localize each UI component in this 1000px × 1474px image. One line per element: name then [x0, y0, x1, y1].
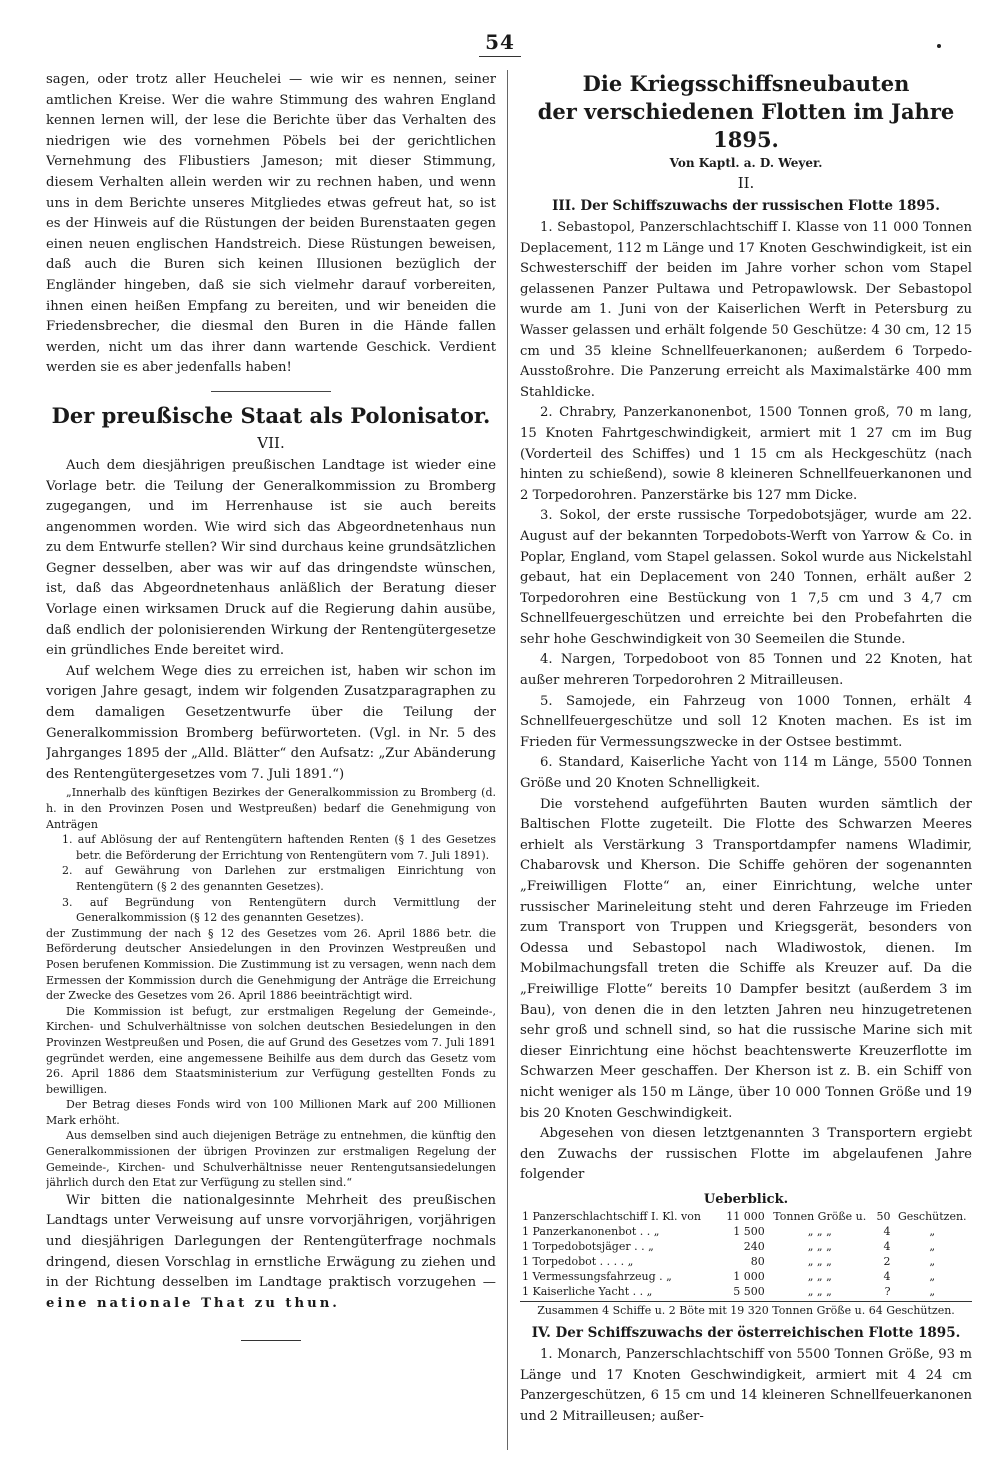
overview-cell-end: „: [929, 1239, 936, 1253]
overview-total: Zusammen 4 Schiffe u. 2 Böte mit 19 320 Tonnen Größe u. 64 Geschützen.: [520, 1301, 972, 1319]
right-column: [520, 70, 972, 1455]
overview-cell-guns: 4: [883, 1239, 891, 1253]
quote-item-3: 3. auf Begründung von Rentengütern durch Vermittlung der Generalkommission (§ 12 des genannten Gesetzes).: [62, 895, 496, 925]
overview-cell-end: „: [929, 1224, 936, 1238]
overview-cell-tons: 240: [743, 1239, 765, 1253]
page-number-text: 54: [479, 30, 521, 57]
overview-row: [520, 1209, 972, 1224]
overview-title: Ueberblick.: [703, 1191, 789, 1207]
overview-row: [520, 1224, 972, 1239]
subhead-austrian-fleet: IV. Der Schiffszuwachs der österreichischen Flotte 1895.: [531, 1324, 961, 1341]
overview-cell-guns: 50: [876, 1209, 891, 1223]
quote-item-2: 2. auf Gewährung von Darlehen zur erstmaligen Einrichtung von Rentengütern (§ 2 des genannten Gesetzes).: [62, 864, 496, 893]
overview-cell-guns: 4: [883, 1269, 891, 1283]
overview-cell-tons: 1 000: [733, 1269, 765, 1283]
quote-paragraph-3: Der Betrag dieses Fonds wird von 100 Millionen Mark auf 200 Millionen Mark erhöht.: [46, 1098, 496, 1127]
ship-entry-samojede: 5. Samojede, ein Fahrzeug von 1000 Tonnen, erhält 4 Schnellfeuergeschütze und soll 12 Knoten machen. Es ist im Frieden für Vermessungszwecke in der Ostsee bestimmt.: [520, 693, 972, 750]
quote-intro: „Innerhalb des künftigen Bezirkes der Generalkommission zu Bromberg (d. h. in den Provinzen Posen und Westpreußen) bedarf die Genehmigung von Anträgen: [46, 786, 496, 831]
overview-cell-unit: Tonnen Größe u.: [773, 1209, 867, 1223]
article-title-kriegsschiffe-line1: Die Kriegsschiffsneubauten: [582, 71, 910, 96]
ship-entry-nargen: 4. Nargen, Torpedoboot von 85 Tonnen und 22 Knoten, hat außer mehreren Torpedorohren 2 Mitrailleusen.: [520, 652, 972, 689]
quote-item-1: 1. auf Ablösung der auf Rentengütern haftenden Renten (§ 1 des Gesetzes betr. die Beförderung der Errichtung von Rentengütern vom 7. Juli 1891).: [62, 833, 496, 862]
overview-cell-tons: 80: [750, 1254, 765, 1268]
paragraph-landtag: Auch dem diesjährigen preußischen Landtage ist wieder eine Vorlage betr. die Teilung der Generalkommission zu Bromberg zugegangen, und im Herrenhause ist sie auch bereits angenommen worden. Wie wird sich das Abgeordnetenhaus nun zu dem Entwurfe stellen? Wir sind durchaus keine grundsätzlichen Gegner desselben, aber was wir auf das dringendste wünschen, ist, daß das Abgeordnetenhaus anläßlich der Beratung dieser Vorlage einen wirksamen Druck auf die Regierung dahin ausübe, daß endlich der polonisierenden Wirkung der Rentengütergesetze ein gründliches Ende bereitet wird.: [46, 457, 496, 659]
overview-cell-end: Geschützen.: [897, 1209, 967, 1223]
section-number-vii: VII.: [257, 433, 285, 452]
ship-entry-standard: 6. Standard, Kaiserliche Yacht von 114 m Länge, 5500 Tonnen Größe und 20 Knoten Schnelligkeit.: [520, 755, 972, 792]
overview-cell-unit: „ „ „: [807, 1224, 832, 1238]
overview-row: [520, 1254, 972, 1269]
left-column: [46, 70, 496, 1430]
column-divider: [507, 70, 508, 1450]
overview-cell-tons: 5 500: [733, 1284, 765, 1298]
overview-cell-label: 1 Panzerkanonenbot . . „: [522, 1224, 660, 1238]
overview-cell-label: 1 Panzerschlachtschiff I. Kl. von: [522, 1209, 701, 1223]
overview-cell-unit: „ „ „: [807, 1239, 832, 1253]
overview-cell-label: 1 Torpedobotsjäger . . „: [522, 1239, 654, 1253]
overview-cell-tons: 1 500: [733, 1224, 765, 1238]
paragraph-baltic-fleet: Die vorstehend aufgeführten Bauten wurden sämtlich der Baltischen Flotte zugeteilt. Die Flotte des Schwarzen Meeres erhielt als Verstärkung 3 Transportdampfer namens Wladimir, Chabarovsk und Kherson. Die Schiffe gehören der sogenannten „Freiwilligen Flotte“ an, einer Einrichtung, welche unter russischer Marineleitung steht und deren Fahrzeuge im Frieden zum Transport von Truppen und Kriegsgerät, besonders von Odessa und Sebastopol nach Wladiwostok, dienen. Im Mobilmachungsfall treten die Schiffe als Kreuzer auf. Da die „Freiwillige Flotte“ bereits 10 Dampfer besitzt (außerdem 3 im Bau), von denen die in den letzten Jahren neu hinzugetretenen sehr groß und schnell sind, so hat die russische Marine sich mit dieser Einrichtung eine höchst beachtenswerte Kreuzerflotte im Schwarzen Meer geschaffen. Der Kherson ist z. B. ein Schiff von nicht weniger als 150 m Länge, über 10 000 Tonnen Größe und 19 bis 20 Knoten Geschwindigkeit.: [520, 796, 972, 1121]
ship-entry-chrabry: 2. Chrabry, Panzerkanonenbot, 1500 Tonnen groß, 70 m lang, 15 Knoten Fahrtgeschwindigkeit, armiert mit 1 27 cm im Bug (Vorderteil des Schiffes) und 1 15 cm als Heckgeschütz (nach hinten zu schießend), sowie 8 kleineren Schnellfeuerkanonen und 2 Torpedorohren. Panzerstärke bis 127 mm Dicke.: [520, 405, 972, 503]
overview-cell-unit: „ „ „: [807, 1269, 832, 1283]
ship-entry-sokol: 3. Sokol, der erste russische Torpedobotsjäger, wurde am 22. August auf der bekannten Torpedobots-Werft von Yarrow & Co. in Poplar, England, vom Stapel gelassen. Sokol wurde aus Nickelstahl gebaut, hat ein Deplacement von 240 Tonnen, erhält außer 2 Torpedorohren eine Bestückung von 1 7,5 cm und 3 4,7 cm Schnellfeuergeschützen und erreichte bei den Probefahrten die sehr hohe Geschwindigkeit von 30 Seemeilen die Stunde.: [520, 508, 972, 647]
paragraph-zusatz: Auf welchem Wege dies zu erreichen ist, haben wir schon im vorigen Jahre gesagt, indem wir folgenden Zusatzparagraphen zu dem damaligen Gesetzentwurfe über die Teilung der Generalkommission Bromberg befürworteten. (Vgl. in Nr. 5 des Jahrganges 1895 der „Alld. Blätter“ den Aufsatz: „Zur Abänderung des Rentengütergesetzes vom 7. Juli 1891.“): [46, 663, 496, 782]
overview-cell-label: 1 Vermessungsfahrzeug . „: [522, 1269, 672, 1283]
quoted-law-text: [46, 785, 496, 1190]
overview-row: [520, 1284, 972, 1299]
end-rule: [241, 1340, 301, 1341]
overview-cell-end: „: [929, 1254, 936, 1268]
overview-cell-unit: „ „ „: [807, 1284, 832, 1298]
article-title-polonisator: Der preußische Staat als Polonisator.: [51, 402, 491, 428]
overview-row: [520, 1269, 972, 1284]
final-paragraph: [46, 1191, 496, 1315]
overview-cell-label: 1 Kaiserliche Yacht . . „: [522, 1284, 653, 1298]
overview-cell-unit: „ „ „: [807, 1254, 832, 1268]
final-emphasis: eine nationale That zu thun.: [46, 1295, 340, 1311]
overview-cell-guns: 4: [883, 1224, 891, 1238]
subhead-russian-fleet: III. Der Schiffszuwachs der russischen Flotte 1895.: [552, 198, 940, 214]
overview-cell-end: „: [929, 1269, 936, 1283]
article-title-kriegsschiffe-line2: der verschiedenen Flotten im Jahre 1895.: [537, 99, 955, 152]
overview-cell-guns: 2: [883, 1254, 891, 1268]
ship-entry-monarch: 1. Monarch, Panzerschlachtschiff von 5500 Tonnen Größe, 93 m Länge und 17 Knoten Geschwindigkeit, armiert mit 4 24 cm Panzergeschützen, 6 15 cm und 14 kleineren Schnellfeuerkanonen und 2 Mitrailleusen; außer-: [520, 1346, 972, 1424]
overview-cell-tons: 11 000: [726, 1209, 765, 1223]
paragraph-summary: Abgesehen von diesen letztgenannten 3 Transportern ergiebt den Zuwachs der russischen Flotte im abgelaufenen Jahre folgender: [520, 1126, 972, 1183]
section-number-ii: II.: [737, 174, 755, 192]
page-number: [0, 30, 1000, 54]
quote-paragraph-2: Die Kommission ist befugt, zur erstmaligen Regelung der Gemeinde-, Kirchen- und Schulverhältnisse von solchen deutschen Besiedelungen in den Provinzen Westpreußen und Posen, die auf Grund des Gesetzes vom 7. Juli 1891 gegründet werden, eine angemessene Beihilfe aus dem durch das Gesetz vom 26. April 1886 dem Staatsministerium zur Verfügung gestellten Fonds zu bewilligen.: [46, 1004, 496, 1096]
byline: Von Kaptl. a. D. Weyer.: [669, 156, 823, 170]
overview-cell-label: 1 Torpedobot . . . . „: [522, 1254, 634, 1268]
overview-cell-end: „: [929, 1284, 936, 1298]
quote-paragraph-4: Aus demselben sind auch diejenigen Beträge zu entnehmen, die künftig den Generalkommissionen der übrigen Provinzen zur erstmaligen Regelung der Gemeinde-, Kirchen- und Schulverhältnisse neuer Rentengutsansiedelungen jährlich durch den Etat zur Verfügung zu stellen sind.“: [46, 1129, 496, 1190]
ship-entry-sebastopol: 1. Sebastopol, Panzerschlachtschiff I. Klasse von 11 000 Tonnen Deplacement, 112 m Länge und 17 Knoten Geschwindigkeit, ist ein Schwesterschiff der beiden im Jahre vorher schon vom Stapel gelassenen Panzer Pultawa und Petropawlowsk. Der Sebastopol wurde am 1. Juni von der Kaiserlichen Werft in Petersburg zu Wasser gelassen und erhält folgende 50 Geschütze: 4 30 cm, 12 15 cm und 35 kleine Schnellfeuerkanonen; außerdem 6 Torpedo-Ausstoßrohre. Die Panzerung erreicht als Maximalstärke 400 mm Stahldicke.: [520, 220, 972, 400]
overview-table: [520, 1209, 972, 1299]
intro-paragraph: sagen, oder trotz aller Heuchelei — wie wir es nennen, seiner amtlichen Kreise. Wer die wahre Stimmung des wahren England kennen lernen will, der lese die Berichte über das Verhalten des niedrigen wie des vornehmen Pöbels bei der gerichtlichen Vernehmung des Flibustiers Jameson; mit dieser Stimmung, diesem Verhalten allein werden wir zu rechnen haben, und wenn uns in dem Berichte unseres Mitgliedes etwas gefreut hat, so ist es der Hinweis auf die Rüstungen der beiden Burenstaaten gegen einen neuen englischen Handstreich. Diese Rüstungen beweisen, daß auch die Buren sich keinen Illusionen bezüglich der Engländer hingeben, daß sie sich vielmehr darauf vorbereiten, ihnen einen heißen Empfang zu bereiten, und wir beneiden die Friedensbrecher, die diesmal den Buren in die Hände fallen werden, nicht um das ihrer dann wartende Geschick. Verdient werden sie es aber jedenfalls haben!: [46, 72, 496, 376]
quote-continuation: der Zustimmung der nach § 12 des Gesetzes vom 26. April 1886 betr. die Beförderung deutscher Ansiedelungen in den Provinzen Westpreußen und Posen berufenen Kommission. Die Zustimmung ist zu versagen, wenn nach dem Ermessen der Kommission durch die Genehmigung der Anträge die Erreichung der Zwecke des Gesetzes vom 26. April 1886 beeinträchtigt wird.: [46, 926, 496, 1003]
overview-row: [520, 1239, 972, 1254]
separator-rule: [211, 391, 331, 392]
final-paragraph-text: Wir bitten die nationalgesinnte Mehrheit des preußischen Landtags unter Verweisung auf unsre vorvorjährigen, vorjährigen und diesjährigen Darlegungen der Rentengüterfrage nochmals dringend, diesen Vorschlag in ernstliche Erwägung zu ziehen und in der Richtung desselben im Landtage praktisch vorzugehen —: [46, 1192, 496, 1291]
print-speck: [937, 44, 941, 48]
overview-cell-guns: ?: [884, 1284, 891, 1298]
